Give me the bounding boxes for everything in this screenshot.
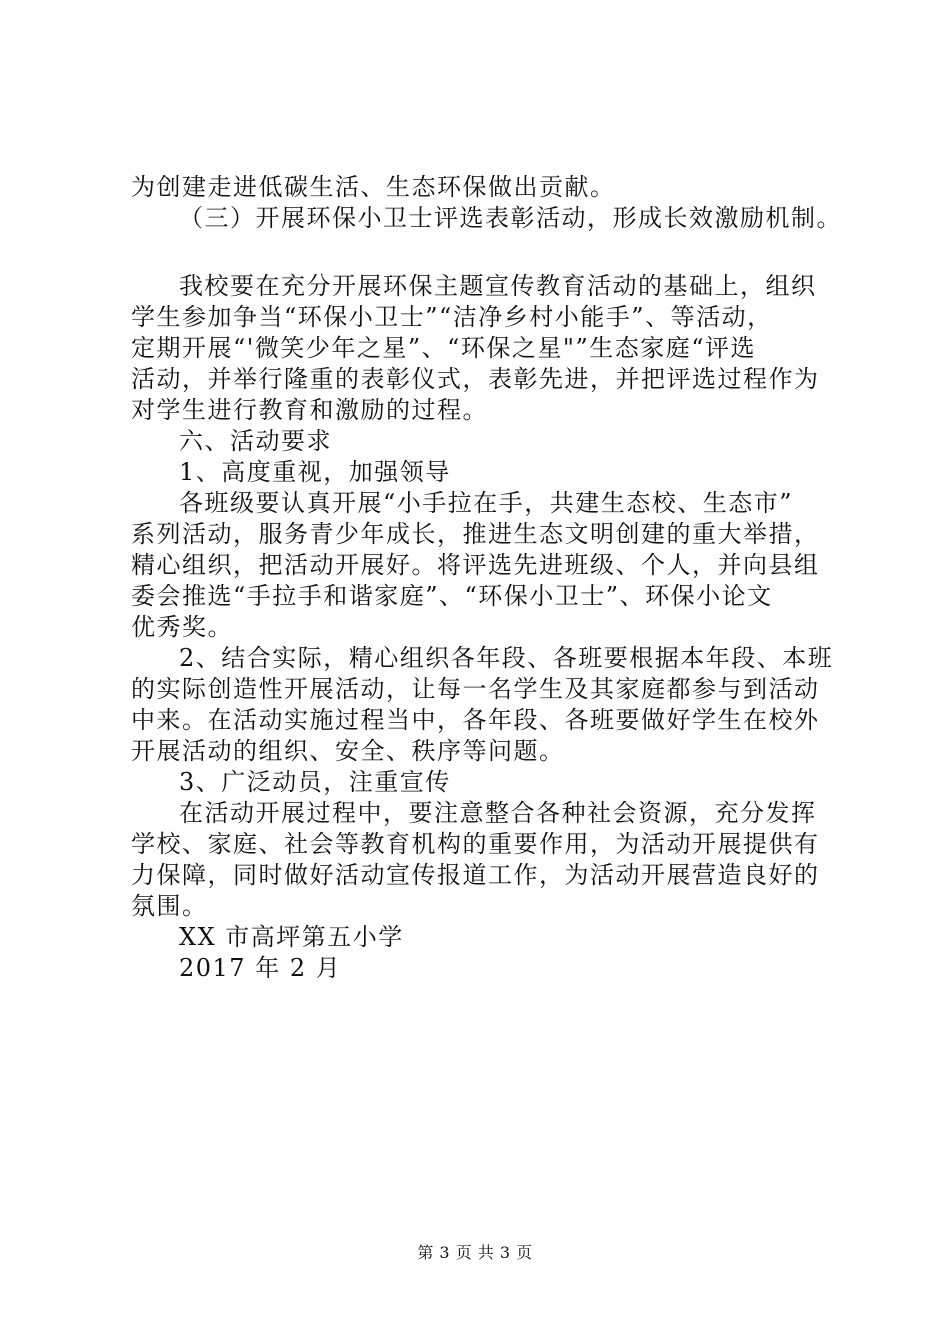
paragraph-line: 对学生进行教育和激励的过程。 <box>131 396 488 424</box>
signature-organization: XX 市高坪第五小学 <box>179 923 404 951</box>
subsection-heading: 1、高度重视，加强领导 <box>179 458 451 486</box>
paragraph-line: 定期开展“'微笑少年之星”、“环保之星"”生态家庭“评选 <box>131 334 756 362</box>
paragraph-line: 力保障，同时做好活动宣传报道工作，为活动开展营造良好的 <box>131 861 820 889</box>
paragraph-line: 在活动开展过程中，要注意整合各种社会资源，充分发挥 <box>179 799 817 827</box>
section-heading: 六、活动要求 <box>179 427 332 455</box>
signature-date: 2017 年 2 月 <box>179 954 342 982</box>
paragraph-line: 学生参加争当“环保小卫士”“洁净乡村小能手”、等活动， <box>131 303 773 331</box>
section-heading: （三）开展环保小卫士评选表彰活动，形成长效激励机制。 <box>179 204 842 232</box>
paragraph-line: 2、结合实际，精心组织各年段、各班要根据本年段、本班 <box>179 644 834 672</box>
paragraph-line: 活动，并举行隆重的表彰仪式，表彰先进，并把评选过程作为 <box>131 365 820 393</box>
paragraph-gap <box>131 234 831 271</box>
paragraph-line: 氛围。 <box>131 892 208 920</box>
page-number-footer: 第 3 页 共 3 页 <box>417 1243 533 1262</box>
paragraph-line: 各班级要认真开展“小手拉在手，共建生态校、生态市” <box>179 489 794 517</box>
paragraph-line: 系列活动，服务青少年成长，推进生态文明创建的重大举措， <box>131 520 820 548</box>
paragraph-line: 中来。在活动实施过程当中，各年段、各班要做好学生在校外 <box>131 706 820 734</box>
paragraph-line: 委会推选“手拉手和谐家庭”、“环保小卫士”、环保小论文 <box>131 582 773 610</box>
paragraph-line: 的实际创造性开展活动，让每一名学生及其家庭都参与到活动 <box>131 675 820 703</box>
paragraph-line: 为创建走进低碳生活、生态环保做出贡献。 <box>131 173 616 201</box>
paragraph-line: 我校要在充分开展环保主题宣传教育活动的基础上，组织 <box>179 272 817 300</box>
paragraph-line: 学校、家庭、社会等教育机构的重要作用，为活动开展提供有 <box>131 830 820 858</box>
document-body <box>131 172 842 984</box>
paragraph-line: 开展活动的组织、安全、秩序等问题。 <box>131 737 565 765</box>
paragraph-line: 优秀奖。 <box>131 613 233 641</box>
paragraph-line: 精心组织，把活动开展好。将评选先进班级、个人，并向县组 <box>131 551 820 579</box>
subsection-heading: 3、广泛动员，注重宣传 <box>179 768 451 796</box>
